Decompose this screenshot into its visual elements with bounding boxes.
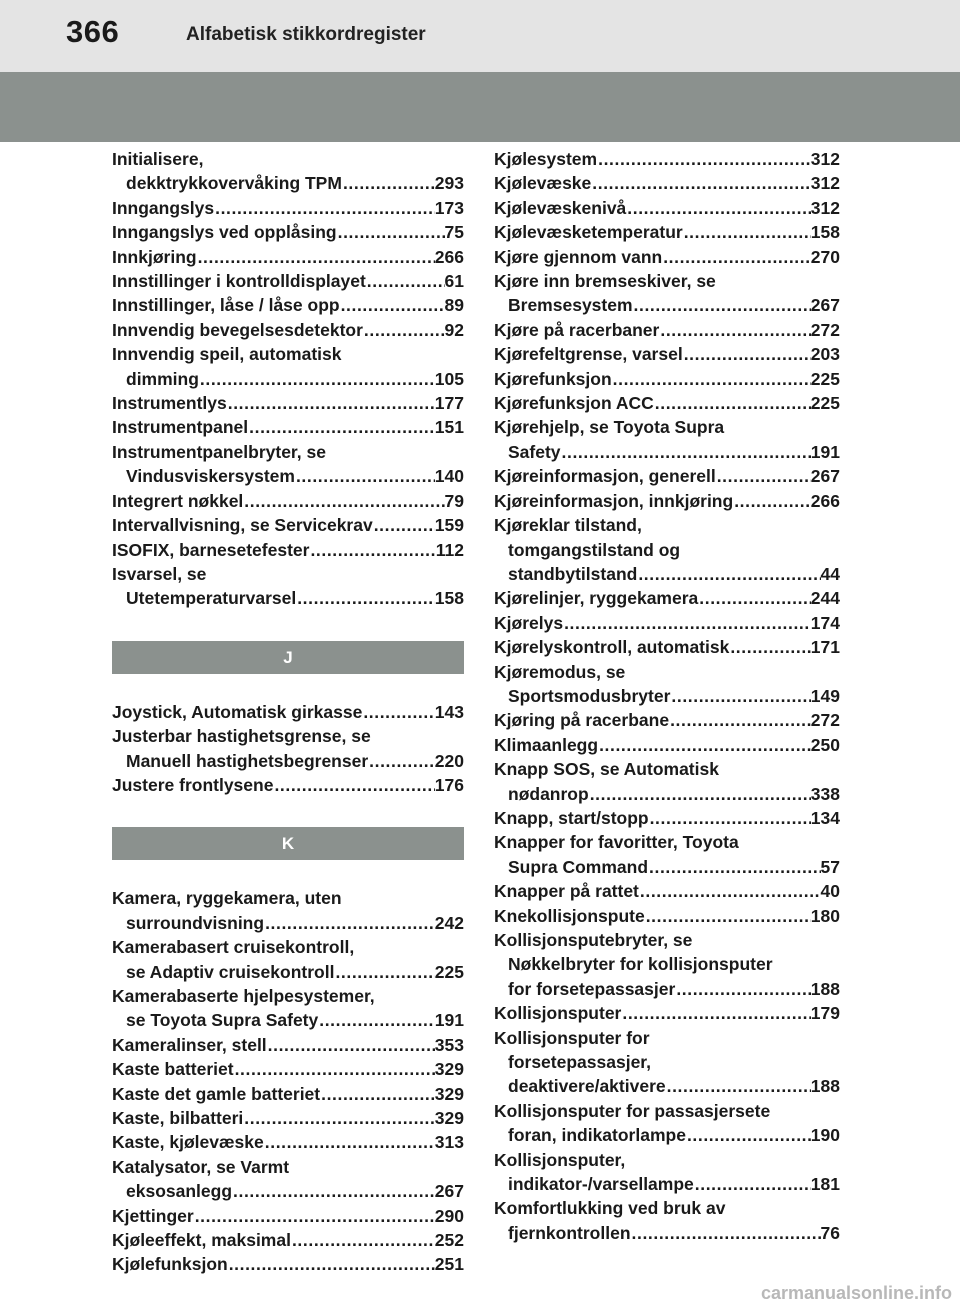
index-entry-text: Supra Command [508,856,649,877]
index-entry-text: Kamerabaserte hjelpesystemer, [112,985,375,1006]
dot-leader [669,708,811,732]
index-entry [112,489,464,513]
dot-leader [597,147,811,171]
index-entry-page: 242 [434,912,464,933]
index-entry-page: 220 [434,750,464,771]
dot-leader [214,196,435,220]
index-entry-page: 61 [444,271,464,292]
index-entry-page: 225 [810,368,840,389]
index-entry-text: Kjølefunksjon [112,1254,228,1275]
index-entry-text: Kjøleeffekt, maksimal [112,1230,291,1251]
index-entry-text: Sportsmodusbryter [508,685,671,706]
dot-leader [591,171,811,195]
index-entry [112,1228,464,1252]
index-entry-page: 180 [810,905,840,926]
dot-leader [686,1123,811,1147]
index-entry [494,1001,840,1025]
index-entry-text: Klimaanlegg [494,734,599,755]
dot-leader [264,1130,435,1154]
index-entry-text: Kamera, ryggekamera, uten [112,888,342,909]
index-entry [112,1155,464,1204]
index-entry-text: standbytilstand [508,563,638,584]
index-entry-page: 270 [810,246,840,267]
index-entry [112,538,464,562]
dot-leader [649,806,811,830]
index-entry-page: 112 [435,539,464,560]
dot-leader [264,911,435,935]
index-entry-text: ISOFIX, barnesetefester [112,539,310,560]
dot-leader [729,635,810,659]
index-entry-page: 225 [810,393,840,414]
dot-leader [670,684,810,708]
index-entry-text: eksosanlegg [126,1181,233,1202]
index-entry [112,269,464,293]
index-entry [494,660,840,709]
index-list-j [112,700,464,798]
dot-leader [243,489,444,513]
index-list-i [112,147,464,611]
index-entry-text: fjernkontrollen [508,1222,631,1243]
index-entry [112,513,464,537]
index-entry-text: Kjettinger [112,1205,194,1226]
index-entry [494,830,840,879]
index-entry-page: 40 [820,881,840,902]
index-entry-page: 190 [810,1125,840,1146]
dot-leader [291,1228,435,1252]
index-entry-page: 44 [820,563,840,584]
index-entry-text: Inngangslys [112,197,215,218]
index-entry-text: Knapper på rattet [494,881,639,902]
dot-leader [637,562,820,586]
index-entry-text: Kjølesystem [494,149,598,169]
dot-leader [362,700,434,724]
index-entry [112,440,464,489]
index-entry-text: se Toyota Supra Safety [126,1010,319,1031]
index-entry-text: Kaste det gamle batteriet [112,1083,321,1104]
index-list-k [112,886,464,1277]
index-entry-text: Knapp SOS, se Automatisk [494,759,719,780]
index-entry-text: Kollisjonsputebryter, se [494,930,693,950]
index-entry [112,1082,464,1106]
section-heading-j: J [112,641,464,674]
section-heading-k: K [112,827,464,860]
index-entry [112,1204,464,1228]
dot-leader [621,1001,810,1025]
index-entry-text: Instrumentlys [112,393,227,414]
index-entry-text: Nøkkelbryter for kollisjonsputer [508,954,773,975]
index-entry-page: 181 [810,1174,840,1195]
dot-leader [243,1106,435,1130]
index-entry-page: 76 [820,1222,840,1243]
index-entry [494,147,840,171]
index-entry [494,904,840,928]
dot-leader [197,245,435,269]
index-entry-page: 105 [434,368,464,389]
index-entry-text: nødanrop [508,783,589,804]
index-entry-text: dekktrykkovervåking TPM [126,173,342,194]
dot-leader [337,220,445,244]
dot-leader [334,960,434,984]
index-entry-page: 171 [810,637,840,658]
dot-leader [683,220,811,244]
dot-leader [296,586,435,610]
index-entry [494,245,840,269]
index-entry-text: Justerbar hastighetsgrense, se [112,726,371,747]
index-entry [112,1252,464,1276]
index-entry-text: Integrert nøkkel [112,490,244,511]
index-entry-text: Kjøreinformasjon, generell [494,466,716,487]
index-entry-text: Innstillinger i kontrolldisplayet [112,271,366,292]
index-entry-page: 176 [434,774,464,795]
index-entry-page: 312 [810,149,840,169]
dot-leader [194,1204,435,1228]
index-entry [112,415,464,439]
dot-leader [612,367,811,391]
index-entry-text: Justere frontlysene [112,774,274,795]
dot-leader [659,318,810,342]
dot-leader [309,538,435,562]
dot-leader [232,1179,435,1203]
index-entry [112,1106,464,1130]
index-column-right [494,147,840,1245]
index-entry-page: 188 [810,1076,840,1097]
index-entry [112,1130,464,1154]
index-entry [494,1099,840,1148]
index-entry-page: 158 [434,588,464,609]
index-entry-text: Knapper for favoritter, Toyota [494,832,739,853]
dot-leader [366,269,445,293]
index-entry-page: 244 [810,588,840,609]
index-entry [494,513,840,586]
index-entry-page: 313 [434,1132,464,1153]
index-entry-text: Kjørefunksjon ACC [494,393,654,414]
index-entry-text: Knapp, start/stopp [494,807,649,828]
index-entry [112,245,464,269]
index-entry-page: 140 [434,466,464,487]
index-entry [494,1148,840,1197]
dot-leader [626,196,811,220]
index-entry-page: 252 [434,1230,464,1251]
dot-leader [648,855,821,879]
index-entry-text: Knekollisjonspute [494,905,645,926]
index-entry-page: 174 [810,612,840,633]
dot-leader [633,293,811,317]
index-entry-page: 329 [434,1108,464,1128]
index-entry-text: Utetemperaturvarsel [126,588,297,609]
dot-leader [698,586,811,610]
index-entry-page: 191 [810,441,840,462]
index-entry-text: Innvendig bevegelsesdetektor [112,319,363,340]
index-entry-text: Instrumentpanelbryter, se [112,441,326,462]
index-entry-text: Joystick, Automatisk girkasse [112,701,363,722]
index-entry-text: indikator-/varsellampe [508,1174,694,1195]
index-entry [494,708,840,732]
index-entry [112,724,464,773]
index-entry-page: 293 [434,173,464,194]
index-entry-page: 173 [434,197,464,218]
index-entry-page: 203 [810,344,840,365]
index-entry-text: Inngangslys ved opplåsing [112,222,337,243]
index-entry-text: Kjøreinformasjon, innkjøring [494,490,734,511]
index-entry [112,984,464,1033]
dot-leader [666,1074,811,1098]
dot-leader [295,464,435,488]
index-entry-page: 158 [810,222,840,243]
index-column-left [112,147,464,1277]
index-entry-text: surroundvisning [126,912,265,933]
index-entry-text: deaktivere/aktivere [508,1076,666,1097]
index-entry-text: Innkjøring [112,246,197,267]
dot-leader [234,1057,435,1081]
index-entry-page: 272 [810,710,840,731]
index-entry [494,806,840,830]
page-title: Alfabetisk stikkordregister [186,24,426,45]
dot-leader [733,489,811,513]
index-entry [494,611,840,635]
index-entry-page: 149 [810,685,840,706]
index-entry-text: Kjølevæskenivå [494,197,627,218]
index-entry-page: 159 [434,515,464,536]
index-entry [494,342,840,366]
index-entry-text: Kjørefunksjon [494,368,612,389]
index-entry-text: Kjørefeltgrense, varsel [494,344,683,365]
index-entry-text: Kjørelinjer, ryggekamera [494,588,699,609]
index-entry-page: 191 [434,1010,464,1031]
index-entry [112,147,464,196]
index-entry-page: 267 [810,295,840,316]
dot-leader [267,1033,435,1057]
index-entry-text: Kjørelys [494,612,564,633]
index-entry-page: 75 [444,222,464,243]
index-entry [494,1026,840,1099]
index-entry [494,879,840,903]
index-entry [494,635,840,659]
index-entry-text: Kjøremodus, se [494,661,626,682]
index-entry [494,318,840,342]
index-entry-page: 290 [434,1205,464,1226]
index-entry-page: 267 [810,466,840,487]
index-entry-text: Kollisjonsputer, [494,1149,626,1170]
dot-leader [639,879,821,903]
index-entry [494,171,840,195]
index-entry [494,733,840,757]
page-number: 366 [66,14,120,49]
index-entry-page: 89 [444,295,464,316]
index-entry-text: Kjølevæske [494,173,592,194]
dot-leader [318,1008,435,1032]
index-entry-text: Kjøre inn bremseskiver, se [494,271,716,292]
index-entry-text: Komfortlukking ved bruk av [494,1198,726,1219]
dot-leader [273,773,434,797]
dot-leader [598,733,811,757]
index-entry-page: 266 [434,246,464,267]
dot-leader [228,1252,435,1276]
index-entry-page: 338 [810,783,840,804]
index-entry-page: 151 [434,417,464,438]
index-entry-page: 225 [434,961,464,982]
index-entry-text: foran, indikatorlampe [508,1125,686,1146]
dot-leader [363,318,445,342]
index-entry-page: 188 [810,978,840,999]
index-entry-page: 329 [434,1059,464,1080]
dot-leader [654,391,811,415]
index-entry-page: 312 [810,173,840,194]
index-entry [112,342,464,391]
dot-leader [320,1082,435,1106]
index-entry-text: Kjørehjelp, se Toyota Supra [494,417,725,438]
index-entry [494,464,840,488]
index-entry-text: tomgangstilstand og [508,539,681,560]
index-entry-text: forsetepassasjer, [508,1052,652,1073]
index-entry [112,562,464,611]
index-entry-text: Intervallvisning, se Servicekrav [112,515,373,536]
index-entry-text: Kameralinser, stell [112,1034,267,1055]
index-entry-text: Kjøre på racerbaner [494,319,660,340]
watermark: carmanualsonline.info [760,1283,952,1303]
index-entry [494,196,840,220]
dot-leader [662,245,811,269]
index-entry-text: Initialisere, [112,149,204,169]
dot-leader [694,1172,811,1196]
dot-leader [199,367,435,391]
dot-leader [227,391,435,415]
index-entry [494,757,840,806]
dot-leader [373,513,435,537]
index-entry [494,586,840,610]
dot-leader [563,611,811,635]
index-entry [112,220,464,244]
header-band [0,72,960,142]
index-entry [112,318,464,342]
index-entry-text: se Adaptiv cruisekontroll [126,961,335,982]
index-entry [494,928,840,1001]
index-entry-page: 179 [810,1003,840,1024]
index-entry [112,1057,464,1081]
page-header [0,0,960,72]
index-entry [494,269,840,318]
index-entry [494,489,840,513]
dot-leader [248,415,435,439]
index-entry-page: 79 [444,490,464,511]
index-entry-page: 57 [820,856,840,877]
index-entry-page: 353 [434,1034,464,1055]
index-entry-text: Katalysator, se Varmt [112,1156,290,1177]
index-entry [112,773,464,797]
index-entry [112,700,464,724]
index-entry-text: Kjørelyskontroll, automatisk [494,637,730,658]
dot-leader [342,171,435,195]
index-entry-page: 251 [434,1254,464,1275]
index-entry-page: 134 [810,807,840,828]
index-entry [494,415,840,464]
index-entry-text: Kollisjonsputer [494,1003,622,1024]
dot-leader [340,293,445,317]
index-entry-page: 312 [810,197,840,218]
index-entry [112,391,464,415]
index-entry-page: 267 [434,1181,464,1202]
index-entry [112,1033,464,1057]
index-entry-page: 250 [810,734,840,755]
index-entry-text: Innvendig speil, automatisk [112,344,342,365]
index-entry-text: Kjøreklar tilstand, [494,515,642,536]
index-entry-page: 92 [444,319,464,340]
index-entry-text: Isvarsel, se [112,563,207,584]
index-entry-text: Kaste batteriet [112,1059,234,1080]
index-entry-text: Vindusviskersystem [126,466,295,487]
index-entry-text: Manuell hastighetsbegrenser [126,750,369,771]
dot-leader [631,1221,821,1245]
index-entry-text: dimming [126,368,199,389]
index-entry-text: Kollisjonsputer for [494,1027,650,1048]
index-entry-text: Kollisjonsputer for passasjersete [494,1100,771,1121]
index-entry-text: Instrumentpanel [112,417,249,438]
index-entry-text: for forsetepassasjer [508,978,676,999]
index-entry-text: Kamerabasert cruisekontroll, [112,937,355,958]
index-entry [112,886,464,935]
index-entry [112,196,464,220]
index-entry-page: 272 [810,319,840,340]
index-entry [494,220,840,244]
index-entry [112,935,464,984]
index-entry-text: Kjøre gjennom vann [494,246,663,267]
dot-leader [645,904,811,928]
index-list-k-continued [494,147,840,1245]
dot-leader [683,342,811,366]
dot-leader [368,749,435,773]
index-entry-text: Kjølevæsketemperatur [494,222,683,243]
index-entry-page: 329 [434,1083,464,1104]
index-entry [494,1196,840,1245]
dot-leader [675,977,810,1001]
index-entry [494,367,840,391]
dot-leader [589,782,811,806]
index-entry-text: Safety [508,441,561,462]
dot-leader [561,440,811,464]
index-entry-text: Kjøring på racerbane [494,710,670,731]
index-entry-text: Innstillinger, låse / låse opp [112,295,340,316]
index-entry-text: Bremsesystem [508,295,633,316]
index-entry-text: Kaste, kjølevæske [112,1132,264,1153]
index-entry-page: 266 [810,490,840,511]
index-entry [494,391,840,415]
index-entry-page: 143 [434,701,464,722]
index-entry-page: 177 [434,393,464,414]
index-entry [112,293,464,317]
dot-leader [716,464,811,488]
index-entry-text: Kaste, bilbatteri [112,1108,244,1128]
